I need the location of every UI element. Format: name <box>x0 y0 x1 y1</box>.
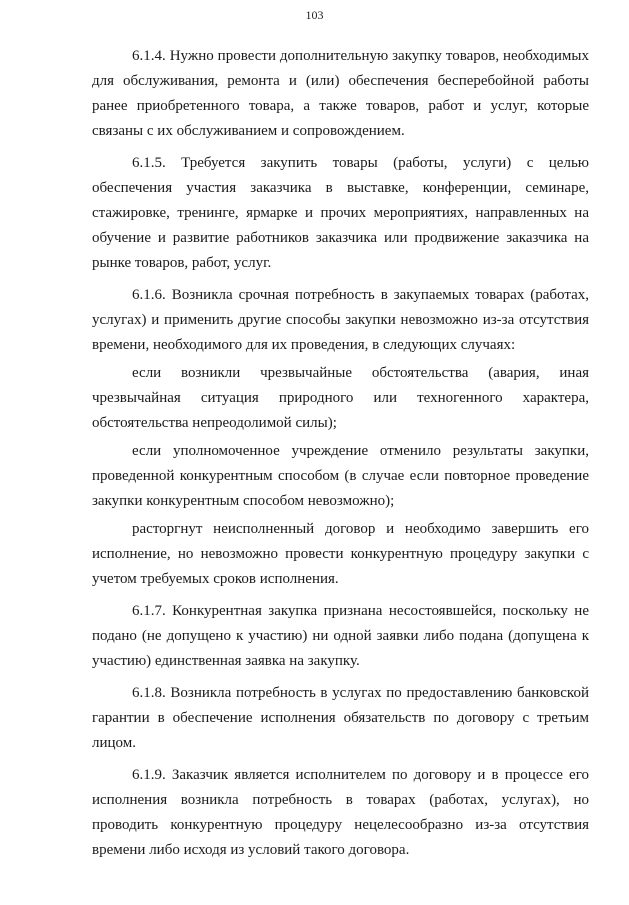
clause-6-1-6-case-emergency: если возникли чрезвычайные обстоятельства (авария, иная чрезвычайная ситуация природного или техногенного характера, обстоятельства непреодолимой силы); <box>92 365 589 431</box>
clause-6-1-6: 6.1.6. Возникла срочная потребность в закупаемых товарах (работах, услугах) и применить другие способы закупки невозможно из-за отсутствия времени, необходимого для их проведения, в следующих случаях: <box>92 287 589 353</box>
clause-6-1-8: 6.1.8. Возникла потребность в услугах по предоставлению банковской гарантии в обеспечение исполнения обязательств по договору с третьим лицом. <box>92 685 589 751</box>
clause-6-1-4: 6.1.4. Нужно провести дополнительную закупку товаров, необходимых для обслуживания, ремонта и (или) обеспечения бесперебойной работы ранее приобретенного товара, а также товаров, работ и услуг, которые связаны с их обслуживанием и сопровождением. <box>92 48 589 139</box>
clause-6-1-6-case-cancelled: если уполномоченное учреждение отменило результаты закупки, проведенной конкурентным способом (в случае если повторное проведение закупки конкурентным способом невозможно); <box>92 443 589 509</box>
clause-6-1-5: 6.1.5. Требуется закупить товары (работы, услуги) с целью обеспечения участия заказчика в выставке, конференции, семинаре, стажировке, тренинге, ярмарке и прочих мероприятиях, направленных на обучение и развитие работников заказчика или продвижение заказчика на рынке товаров, работ, услуг. <box>92 155 589 271</box>
clause-6-1-9: 6.1.9. Заказчик является исполнителем по договору и в процессе его исполнения возникла потребность в товарах (работах, услугах), но проводить конкурентную процедуру нецелесообразно из-за отсутствия времени либо исходя из условий такого договора. <box>92 767 589 858</box>
clause-6-1-6-case-terminated: расторгнут неисполненный договор и необходимо завершить его исполнение, но невозможно провести конкурентную процедуру закупки с учетом требуемых сроков исполнения. <box>92 521 589 587</box>
page-number: 103 <box>305 8 324 22</box>
clause-6-1-7: 6.1.7. Конкурентная закупка признана несостоявшейся, поскольку не подано (не допущено к участию) ни одной заявки либо подана (допущена к участию) единственная заявка на закупку. <box>92 603 589 669</box>
document-body <box>92 44 589 863</box>
